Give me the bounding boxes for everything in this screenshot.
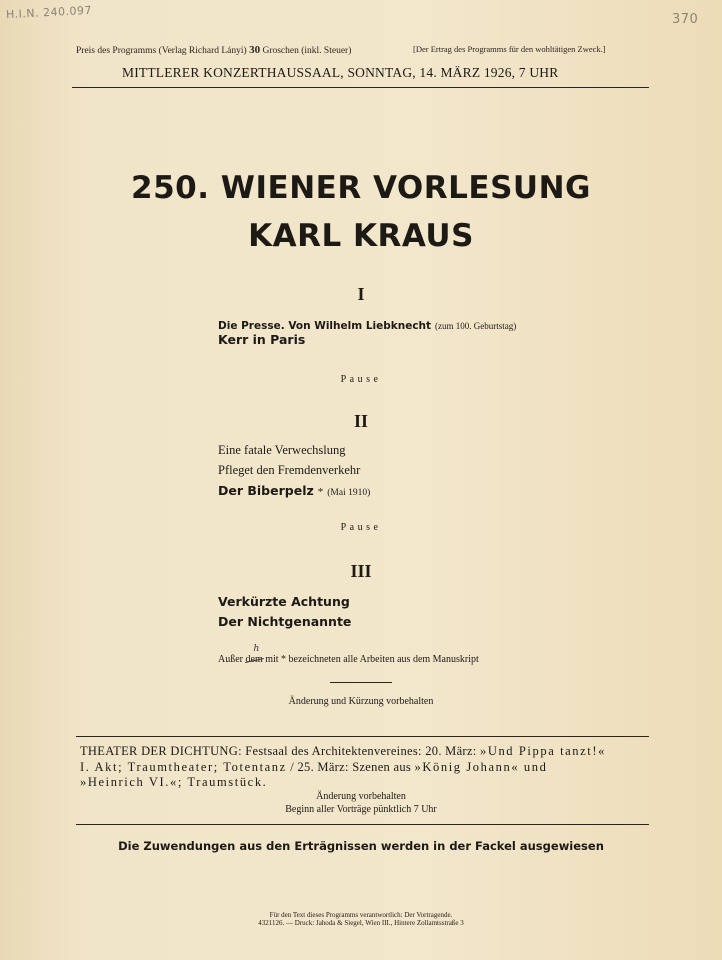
- struck-word: [245, 644, 263, 665]
- price-prefix: Preis des Programms (Verlag Richard Lányi): [76, 46, 247, 56]
- separator: /: [290, 759, 295, 774]
- part-three-item-2: Der Nichtgenannte: [218, 614, 352, 629]
- theater-line-3: [80, 775, 646, 791]
- closing-statement: Die Zuwendungen aus den Erträgnissen werden in der Fackel ausgewiesen: [118, 839, 604, 853]
- footnote-before: Außer: [218, 654, 243, 665]
- page-number: 370: [672, 12, 699, 27]
- theater-line-1: [80, 744, 646, 760]
- price-amount: 30: [249, 44, 261, 56]
- item-note: (zum 100. Geburtstag): [435, 321, 517, 331]
- price-line: [76, 44, 351, 56]
- item-note: (Mai 1910): [327, 488, 371, 498]
- theater-line-2-text: I. Akt; Traumtheater; Totentanz: [80, 759, 287, 774]
- asterisk: *: [317, 486, 324, 498]
- theater-announcement: [80, 744, 646, 791]
- part-two-item-1: Eine fatale Verwechslung: [218, 443, 346, 457]
- short-divider: [330, 682, 392, 683]
- theater-rule-bottom: [76, 824, 649, 825]
- change-notice: Änderung und Kürzung vorbehalten: [288, 696, 434, 707]
- theater-line-3-text: »Heinrich VI.«; Traumstück.: [80, 775, 268, 789]
- theater-line-1-text: Festsaal des Architektenvereines: 20. März:: [245, 744, 477, 758]
- venue-line: MITTLERER KONZERTHAUSSAAL, SONNTAG, 14. MÄRZ 1926, 7 UHR: [122, 65, 559, 80]
- johann-title: »König Johann« und: [414, 759, 548, 774]
- pause-one: Pause: [340, 374, 382, 385]
- theater-rule-top: [76, 736, 649, 737]
- part-one-item-2: Kerr in Paris: [218, 332, 306, 347]
- part-one-numeral: I: [357, 284, 365, 304]
- footnote-after: mit * bezeichneten alle Arbeiten aus dem Manuskript: [265, 654, 479, 665]
- part-three-item-1: Verkürzte Achtung: [218, 594, 350, 609]
- manuscript-footnote: [218, 644, 479, 665]
- event-title: 250. WIENER VORLESUNG: [131, 170, 591, 206]
- theater-notice-1: Änderung vorbehalten: [316, 791, 406, 802]
- item-title: Der Biberpelz: [218, 483, 314, 498]
- item-title: Die Presse. Von Wilhelm Liebknecht: [218, 320, 432, 332]
- header-rule: [72, 87, 649, 88]
- theater-line-2-rest: 25. März: Szenen aus: [297, 759, 412, 774]
- imprint-line-1: Für den Text dieses Programms verantwortlich: Der Vortragende.: [269, 911, 453, 919]
- pippa-title: »Und Pippa tanzt!«: [479, 744, 606, 758]
- part-two-numeral: II: [353, 411, 368, 431]
- archive-number: H.I.N. 240.097: [5, 3, 93, 22]
- part-two-item-2: Pfleget den Fremdenverkehr: [218, 463, 361, 477]
- part-three-numeral: III: [350, 561, 372, 581]
- speaker-name: KARL KRAUS: [248, 218, 474, 254]
- theater-label: THEATER DER DICHTUNG:: [80, 744, 242, 758]
- struck-word-text: dem: [245, 654, 263, 665]
- theater-line-2: [80, 760, 646, 776]
- proceeds-note: [Der Ertrag des Programms für den wohltätigen Zweck.]: [413, 44, 606, 54]
- pause-two: Pause: [340, 522, 382, 533]
- part-two-item-3: [218, 482, 370, 500]
- imprint-line-2: 4321126. — Druck: Jahoda & Siegel, Wien III., Hintere Zollamtsstraße 3: [258, 919, 464, 927]
- handwritten-correction: h: [253, 644, 260, 654]
- theater-notice-2: Beginn aller Vorträge pünktlich 7 Uhr: [285, 804, 437, 815]
- price-suffix: Groschen (inkl. Steuer): [262, 46, 352, 56]
